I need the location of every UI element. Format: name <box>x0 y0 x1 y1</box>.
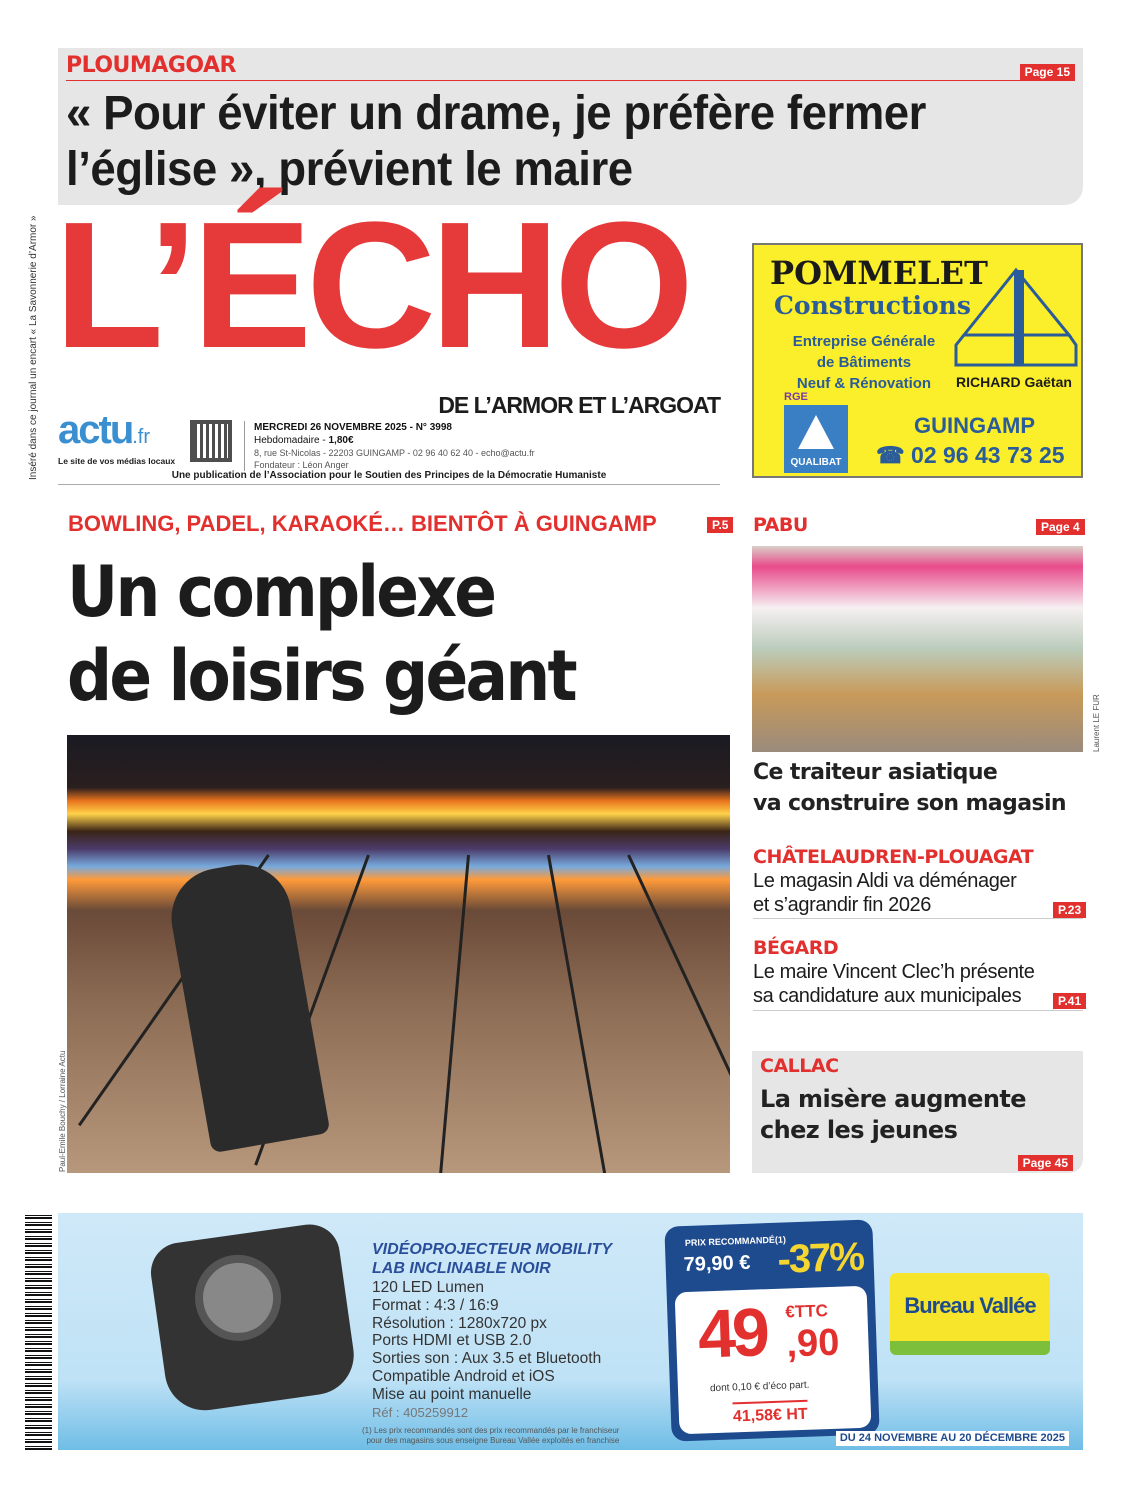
story-headline <box>760 1084 1026 1146</box>
founder: Fondateur : Léon Anger <box>254 460 349 470</box>
ad-name: POMMELET <box>770 254 988 292</box>
main-headline[interactable] <box>67 550 575 718</box>
eco-participation: dont 0,10 € d’éco part. <box>709 1379 810 1395</box>
publisher: Une publication de l’Association pour le Soutien des Principes de la Démocratie Humaniste <box>171 470 607 481</box>
price-integer: 49 <box>696 1294 768 1373</box>
price-currency: €TTC <box>785 1301 829 1322</box>
ad-phone <box>876 442 1065 469</box>
phone-icon: ☎ <box>876 442 912 468</box>
headline-line: La misère augmente <box>760 1085 1026 1113</box>
headline-line: Le magasin Aldi va déménager <box>753 870 1017 892</box>
headline-line: Ce traiteur asiatique <box>753 760 998 785</box>
barcode-icon <box>25 1215 52 1450</box>
photo-credit: Laurent LE FUR <box>1092 694 1101 752</box>
actu-tagline: Le site de vos médias locaux <box>58 456 176 466</box>
headline-line: Un complexe <box>67 551 495 633</box>
feature: Ports HDMI et USB 2.0 <box>372 1332 532 1350</box>
headline-line: chez les jeunes <box>760 1116 958 1144</box>
qualibat-logo-icon: QUALIBAT <box>784 405 848 473</box>
headline-line: l’église », prévient le maire <box>66 143 633 196</box>
headline-line: Le maire Vincent Clec’h présente <box>753 961 1035 983</box>
story-kicker: CALLAC <box>760 1055 839 1077</box>
logo-tld: .fr <box>132 426 151 448</box>
headline-line: sa candidature aux municipales <box>753 985 1022 1007</box>
page-badge: P.5 <box>707 517 733 533</box>
note-line: pour des magasins sous enseigne Bureau Vallée exploités en franchise <box>366 1436 620 1445</box>
ad-desc-line: Neuf & Rénovation <box>796 375 932 392</box>
issue-date: MERCREDI 26 NOVEMBRE 2025 - N° 3998 <box>254 422 452 433</box>
masthead-title: L’ÉCHO <box>54 185 689 386</box>
projector-image <box>147 1221 359 1416</box>
top-story-banner[interactable] <box>58 48 1083 205</box>
title-line: VIDÉOPROJECTEUR MOBILITY <box>372 1241 613 1258</box>
story-headline[interactable] <box>753 869 1016 917</box>
headline-line: de loisirs géant <box>67 635 575 717</box>
divider <box>66 80 1075 81</box>
bowler-figure <box>164 857 331 1154</box>
price-decimal: ,90 <box>785 1321 841 1366</box>
bowling-photo[interactable] <box>67 735 730 1173</box>
bureau-vallee-logo: Bureau Vallée <box>890 1273 1050 1355</box>
phone-number: 02 96 43 73 25 <box>911 442 1065 468</box>
prix-label: PRIX RECOMMANDÉ(1) <box>684 1234 787 1248</box>
logo-text: actu <box>58 408 133 452</box>
masthead-subtitle: DE L’ARMOR ET L’ARGOAT <box>438 392 720 418</box>
main-story-kicker: BOWLING, PADEL, KARAOKÉ… BIENTÔT À GUINGAMP <box>68 511 657 536</box>
headline-line: « Pour éviter un drame, je préfère fermer <box>66 87 926 140</box>
ad-desc-line: Entreprise Générale <box>792 333 936 350</box>
feature: Format : 4:3 / 16:9 <box>372 1296 499 1314</box>
insert-note: Inséré dans ce journal un encart « La Savonnerie d’Armor » <box>28 215 39 480</box>
callac-story[interactable] <box>752 1051 1083 1173</box>
old-price: 79,90 € <box>683 1251 751 1277</box>
divider <box>753 1010 1083 1011</box>
divider <box>58 484 720 485</box>
house-logo-icon <box>954 265 1079 370</box>
story-kicker: BÉGARD <box>753 937 839 959</box>
feature: Compatible Android et iOS <box>372 1367 555 1385</box>
feature: Réf : 405259912 <box>372 1404 469 1420</box>
rge-label: RGE <box>784 391 808 403</box>
offer-dates: DU 24 NOVEMBRE AU 20 DÉCEMBRE 2025 <box>836 1431 1069 1446</box>
page-badge: Page 4 <box>1036 519 1085 535</box>
bureau-vallee-ad[interactable] <box>58 1213 1083 1450</box>
feature: Sorties son : Aux 3.5 et Bluetooth <box>372 1350 602 1368</box>
qr-code-icon[interactable] <box>190 420 232 462</box>
product-title <box>372 1241 612 1278</box>
story-headline[interactable] <box>753 960 1034 1008</box>
pommelet-ad[interactable] <box>752 243 1083 478</box>
page-badge: P.41 <box>1053 993 1086 1009</box>
story-headline[interactable] <box>753 757 1066 819</box>
discount: -37% <box>776 1234 864 1282</box>
feature: Mise au point manuelle <box>372 1385 532 1403</box>
frequency: Hebdomadaire - <box>254 435 329 446</box>
product-features <box>372 1279 601 1421</box>
note-line: (1) Les prix recommandés sont des prix recommandés par le franchiseur <box>362 1426 620 1435</box>
story-kicker: CHÂTELAUDREN-PLOUAGAT <box>753 846 1034 868</box>
feature: Résolution : 1280x720 px <box>372 1314 547 1332</box>
traiteur-photo[interactable] <box>752 546 1083 752</box>
story-kicker: PABU <box>753 514 808 536</box>
ad-description <box>784 331 944 394</box>
price-ht: 41,58€ HT <box>732 1400 808 1427</box>
actu-logo[interactable] <box>58 410 150 457</box>
headline-line: va construire son magasin <box>753 791 1066 816</box>
price: 1,80€ <box>328 435 354 446</box>
price-box <box>664 1219 879 1441</box>
page-badge: Page 15 <box>1020 64 1075 80</box>
ad-desc-line: de Bâtiments <box>816 354 912 371</box>
headline-line: et s’agrandir fin 2026 <box>753 894 931 916</box>
page-badge: P.23 <box>1053 902 1086 918</box>
issue-info <box>244 421 535 471</box>
ad-owner: RICHARD Gaëtan <box>956 374 1072 390</box>
top-story-headline <box>66 86 926 198</box>
page-badge: Page 45 <box>1018 1155 1073 1171</box>
title-line: LAB INCLINABLE NOIR <box>372 1259 551 1277</box>
address: 8, rue St-Nicolas - 22203 GUINGAMP - 02 96 40 62 40 - echo@actu.fr <box>254 448 535 458</box>
ad-city: GUINGAMP <box>914 413 1035 438</box>
divider <box>753 918 1083 919</box>
top-story-kicker: PLOUMAGOAR <box>66 53 236 78</box>
footnote <box>362 1426 619 1446</box>
feature: 120 LED Lumen <box>372 1279 485 1296</box>
ad-subname: Constructions <box>774 291 971 320</box>
photo-credit: Paul-Emile Bouchy / Lorraine Actu <box>58 1050 67 1172</box>
price-cents <box>785 1301 840 1367</box>
